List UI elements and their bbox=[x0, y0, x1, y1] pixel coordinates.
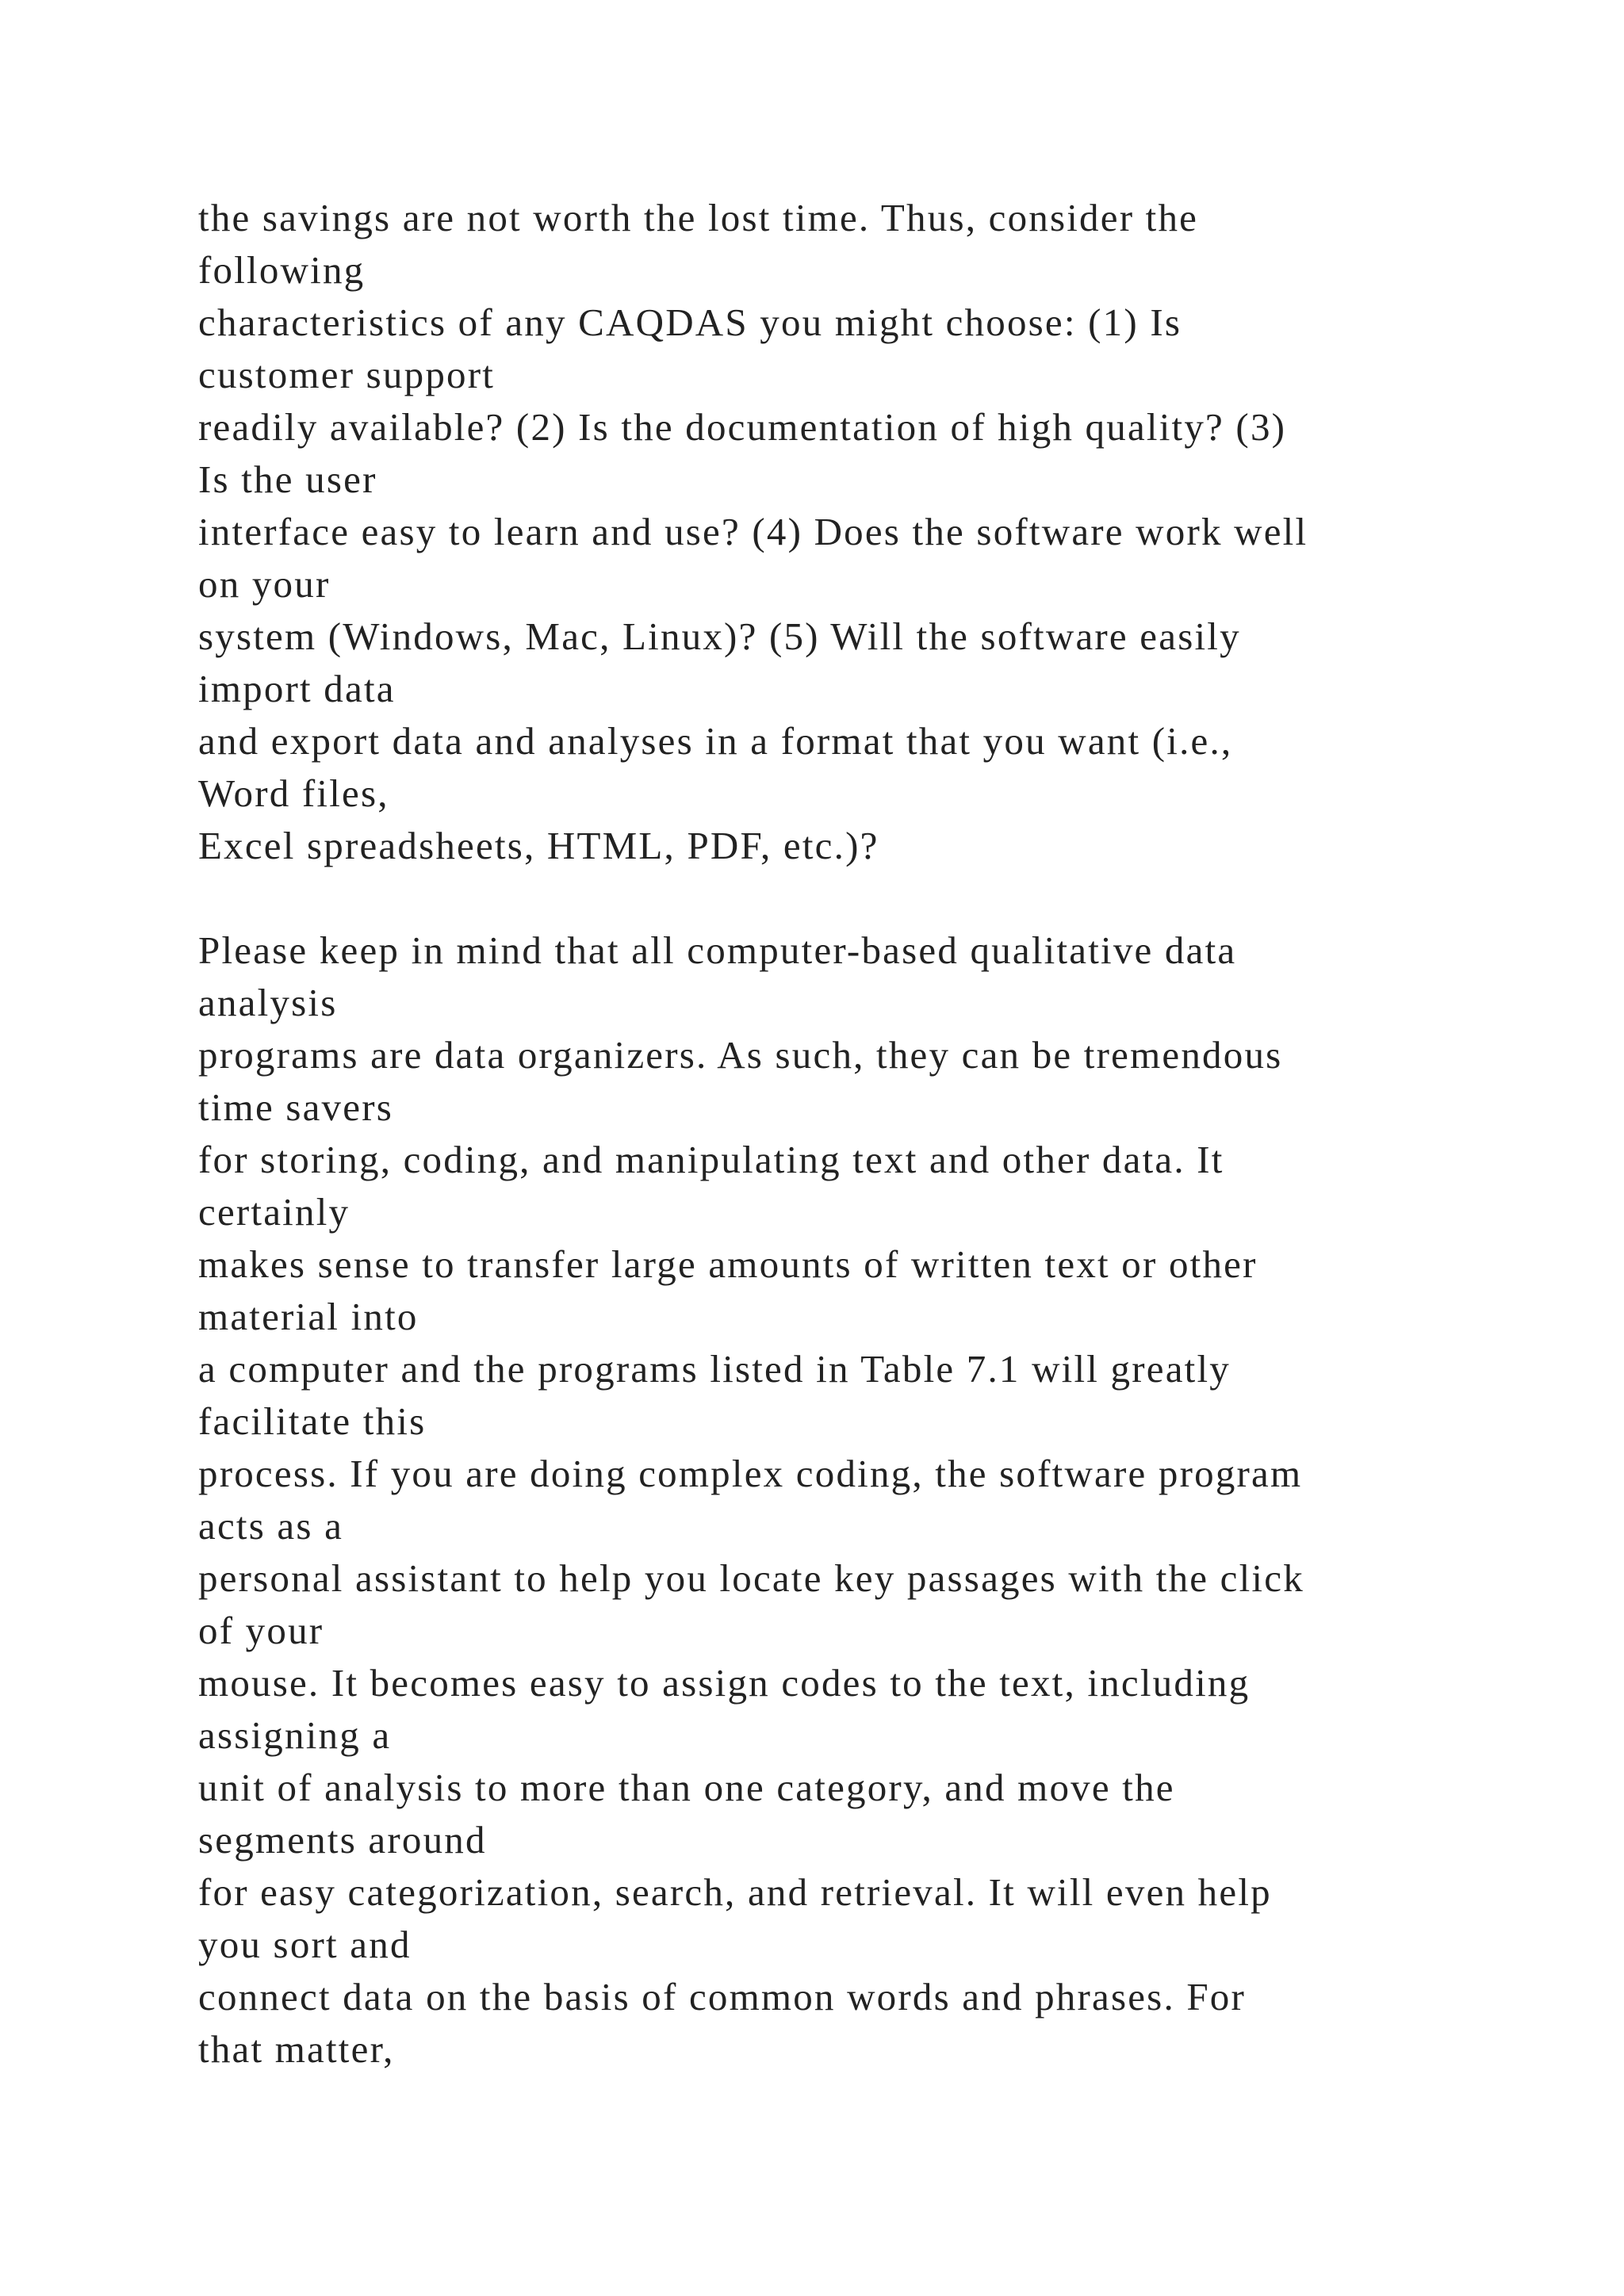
text-line: system (Windows, Mac, Linux)? (5) Will the software easily bbox=[198, 614, 1241, 658]
text-line: on your bbox=[198, 562, 331, 606]
text-line: for easy categorization, search, and retrieval. It will even help bbox=[198, 1870, 1272, 1914]
text-line: unit of analysis to more than one category, and move the bbox=[198, 1766, 1175, 1809]
text-line: material into bbox=[198, 1295, 419, 1338]
text-line: readily available? (2) Is the documentation of high quality? (3) bbox=[198, 405, 1287, 449]
text-line: interface easy to learn and use? (4) Does the software work well bbox=[198, 510, 1308, 553]
text-line: import data bbox=[198, 667, 396, 710]
text-line: Please keep in mind that all computer-based qualitative data bbox=[198, 928, 1237, 972]
text-line: process. If you are doing complex coding, the software program bbox=[198, 1452, 1303, 1495]
text-line: mouse. It becomes easy to assign codes to the text, including bbox=[198, 1661, 1251, 1705]
text-line: facilitate this bbox=[198, 1399, 427, 1443]
text-line: following bbox=[198, 248, 366, 292]
text-line: makes sense to transfer large amounts of written text or other bbox=[198, 1242, 1258, 1286]
paragraph-1 bbox=[198, 192, 1546, 872]
text-line: a computer and the programs listed in Table 7.1 will greatly bbox=[198, 1347, 1231, 1391]
text-line: of your bbox=[198, 1609, 324, 1652]
text-line: Excel spreadsheets, HTML, PDF, etc.)? bbox=[198, 824, 879, 867]
paragraph-spacer bbox=[198, 872, 1546, 924]
text-line: programs are data organizers. As such, they can be tremendous bbox=[198, 1033, 1283, 1077]
text-line: personal assistant to help you locate key passages with the click bbox=[198, 1556, 1304, 1600]
text-line: customer support bbox=[198, 353, 496, 396]
text-line: Is the user bbox=[198, 457, 377, 501]
text-line: certainly bbox=[198, 1190, 350, 1234]
text-line: you sort and bbox=[198, 1923, 412, 1966]
text-line: characteristics of any CAQDAS you might choose: (1) Is bbox=[198, 300, 1182, 344]
text-line: acts as a bbox=[198, 1504, 344, 1548]
text-line: time savers bbox=[198, 1085, 393, 1129]
text-line: connect data on the basis of common words and phrases. For bbox=[198, 1975, 1247, 2019]
document-body bbox=[198, 192, 1546, 2076]
text-line: and export data and analyses in a format that you want (i.e., bbox=[198, 719, 1233, 763]
text-line: analysis bbox=[198, 981, 338, 1024]
text-line: assigning a bbox=[198, 1713, 392, 1757]
text-line: that matter, bbox=[198, 2027, 395, 2071]
paragraph-2 bbox=[198, 924, 1546, 2076]
text-line: for storing, coding, and manipulating text and other data. It bbox=[198, 1138, 1224, 1181]
text-line: the savings are not worth the lost time. Thus, consider the bbox=[198, 196, 1199, 239]
text-line: segments around bbox=[198, 1818, 487, 1862]
text-line: Word files, bbox=[198, 771, 389, 815]
